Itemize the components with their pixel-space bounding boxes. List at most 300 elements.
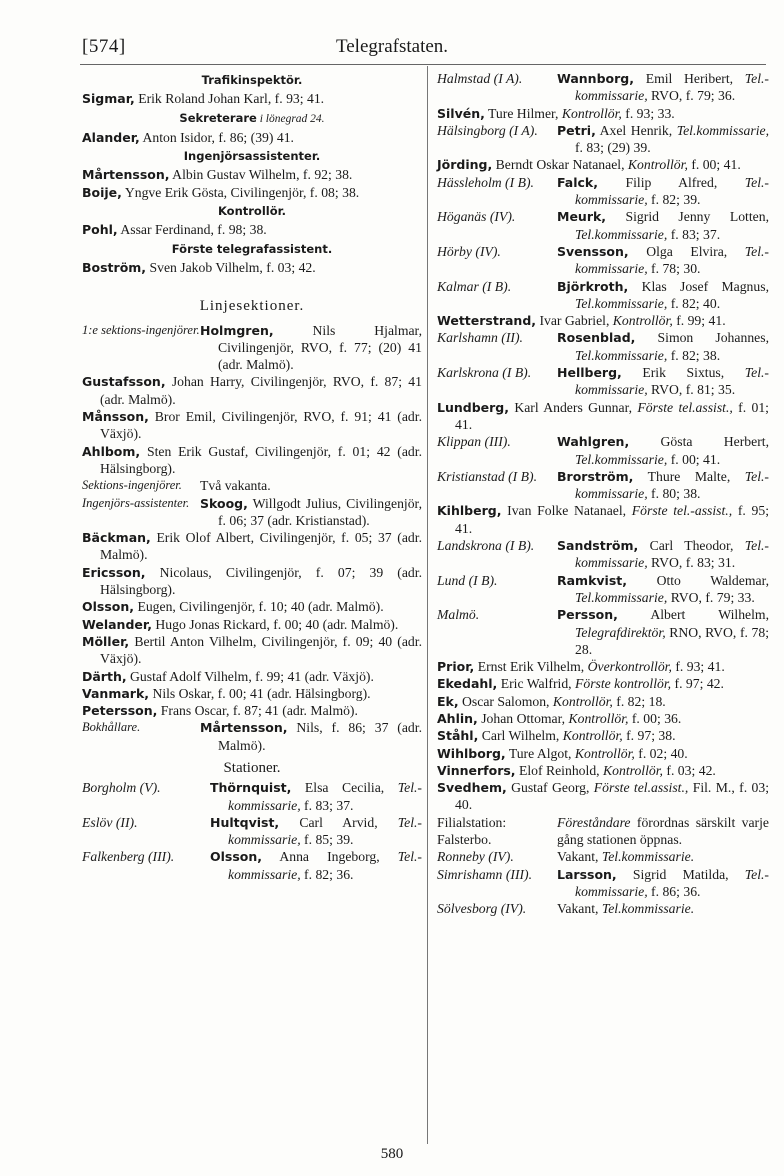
list-item: [437, 122, 769, 157]
entry-text: Emil Heribert,: [633, 71, 745, 86]
entry-rest: f. 82; 18.: [612, 693, 666, 709]
list-item: [437, 105, 769, 122]
entry-body: [557, 70, 769, 105]
entry-rest: f. 83; (29) 39.: [575, 140, 651, 156]
list-item: [437, 329, 769, 364]
location-label: Hälsingborg (I A).: [437, 122, 538, 138]
list-item: [437, 70, 769, 105]
person-name: Möller,: [82, 633, 130, 649]
person-name: Ståhl,: [437, 728, 479, 744]
list-item: [82, 598, 422, 615]
entry-text: Nils Hjalmar, Civilingenjör, RVO, f. 77; (20) 41 (adr. Malmö).: [218, 322, 422, 373]
section-heading: Sekreterare i lönegrad 24.: [179, 110, 325, 125]
entry-text: Carl Arvid,: [279, 814, 398, 830]
location-label: Karlshamn (II).: [437, 330, 523, 346]
entry-title: Tel.kommissarie,: [575, 226, 668, 242]
entry-body: [200, 322, 422, 374]
entry-text: Berndt Oskar Natanael,: [492, 157, 628, 173]
entry-title: Förste tel.assist.,: [593, 780, 689, 796]
list-item: [82, 529, 422, 564]
list-item: [82, 685, 422, 702]
entry-rest: f. 93; 41.: [671, 659, 725, 675]
entry-body: [557, 848, 769, 865]
person-name: Boström,: [82, 259, 147, 275]
person-name: Sigmar,: [82, 91, 135, 107]
list-item: [82, 616, 422, 633]
entry-title: Tel.-kommissarie,: [575, 174, 769, 208]
entry-rest: f. 82; 40.: [667, 295, 721, 311]
entry-text: Elof Reinhold,: [515, 762, 604, 778]
entry-rest: f. 03; 42.: [662, 762, 716, 778]
person-name: Ramkvist,: [557, 572, 627, 588]
entry-text: Vakant,: [557, 849, 602, 865]
entry-body: [200, 719, 422, 754]
list-item: [82, 495, 422, 530]
list-item: [437, 693, 769, 710]
list-item: [437, 762, 769, 779]
entry-text: Filip Alfred,: [598, 174, 745, 190]
entry-body: [557, 208, 769, 243]
entry-title: Tel.-kommissarie,: [228, 814, 422, 848]
entry-rest: f. 02; 40.: [634, 745, 688, 761]
location-label: Hörby (IV).: [437, 243, 501, 259]
entry-body: [82, 408, 422, 443]
entry-body: [557, 468, 769, 503]
entry-text: Carl Theodor,: [638, 538, 745, 554]
entry-title: Tel.-kommissarie,: [575, 243, 769, 277]
list-item: [437, 468, 769, 503]
person-name: Månsson,: [82, 409, 149, 425]
list-item: [82, 129, 422, 146]
person-name: Björkroth,: [557, 278, 629, 294]
entry-title: Kontrollör,: [612, 313, 673, 329]
entry-body: [82, 598, 422, 615]
entry-text: Karl Anders Gunnar,: [509, 399, 638, 415]
section-label: Sektions-ingenjörer.: [82, 478, 182, 493]
person-name: Sandström,: [557, 538, 639, 554]
entry-title: Telegrafdirektör,: [575, 624, 666, 640]
person-name: Holmgren,: [200, 322, 274, 338]
entry-text: Erik Roland Johan Karl, f. 93; 41.: [134, 91, 325, 107]
entry-text: Yngve Erik Gösta, Civilingenjör, f. 08; 38.: [121, 184, 360, 200]
person-name: Svensson,: [557, 243, 629, 259]
list-item: [437, 502, 769, 537]
entry-body: [82, 668, 422, 685]
column-divider: [427, 66, 428, 1144]
entry-title: Kontrollör,: [561, 105, 622, 121]
list-item: [437, 572, 769, 607]
entry-body: [557, 572, 769, 607]
list-item: [82, 322, 422, 374]
person-name: Alander,: [82, 129, 140, 145]
entry-text: Axel Henrik,: [595, 122, 677, 138]
entry-title: Tel.-kommissarie,: [575, 468, 769, 502]
entry-rest: f. 93; 33.: [621, 105, 675, 121]
entry-body: [557, 866, 769, 901]
entry-rest: f. 83; 37.: [667, 226, 721, 242]
person-name: Vinnerfors,: [437, 762, 516, 778]
entry-title: Kontrollör,: [627, 157, 688, 173]
person-name: Skoog,: [200, 495, 248, 511]
location-label: Lund (I B).: [437, 572, 498, 588]
entry-text: Eric Walfrid,: [497, 676, 576, 692]
entry-rest: f. 82; 38.: [667, 347, 721, 363]
entry-body: [557, 537, 769, 572]
entry-title: Tel.kommissarie,: [575, 295, 668, 311]
entry-title: Tel.-kommissarie,: [575, 866, 769, 899]
entry-rest: f. 82; 39.: [647, 192, 701, 208]
entry-title: Tel.kommissarie,: [575, 451, 668, 467]
entry-text: Simon Johannes,: [635, 330, 769, 346]
list-item: [437, 243, 769, 278]
person-name: Olsson,: [82, 599, 135, 615]
entry-body: [437, 105, 769, 122]
entry-text: Klas Josef Magnus,: [628, 278, 769, 294]
entry-body: [437, 502, 769, 537]
entry-body: [82, 529, 422, 564]
entry-body: [437, 745, 769, 762]
entry-text: Johan Ottomar,: [477, 710, 569, 726]
entry-text: Albert Wilhelm,: [617, 607, 769, 623]
entry-title: Kontrollör,: [574, 745, 635, 761]
person-name: Ekedahl,: [437, 676, 498, 692]
entry-body: [437, 312, 769, 329]
person-name: Wihlborg,: [437, 745, 506, 761]
entry-text: Willgodt Julius, Civilingenjör, f. 06; 37 (adr. Kristianstad).: [218, 495, 422, 528]
list-item: [82, 166, 422, 183]
entry-body: [557, 278, 769, 313]
entry-text: Ivan Folke Natanael,: [501, 503, 632, 519]
entry-text: Elsa Cecilia,: [291, 780, 398, 796]
entry-text: Två vakanta.: [200, 478, 271, 494]
person-name: Wetterstrand,: [437, 313, 537, 329]
entry-text: Sigrid Jenny Lotten,: [606, 209, 769, 225]
entry-text: Ernst Erik Vilhelm,: [474, 659, 588, 675]
entry-title: Tel.-kommissarie,: [228, 780, 422, 813]
location-label: Klippan (III).: [437, 434, 511, 450]
entry-text: Eugen, Civilingenjör, f. 10; 40 (adr. Malmö).: [134, 599, 384, 615]
list-item: [437, 866, 769, 901]
entry-rest: f. 95; 41.: [455, 503, 769, 536]
person-name: Thörnquist,: [210, 780, 292, 796]
entry-title: Förste kontrollör,: [575, 676, 672, 692]
person-name: Jörding,: [437, 157, 493, 173]
person-name: Ek,: [437, 693, 459, 709]
entry-text: Carl Wilhelm,: [478, 728, 563, 744]
entry-body: [437, 658, 769, 675]
section-heading: Ingenjörsassistenter.: [183, 149, 321, 164]
list-item: [82, 259, 422, 276]
entry-body: [557, 364, 769, 399]
list-item: [437, 848, 769, 865]
list-item: [437, 606, 769, 658]
person-name: Kihlberg,: [437, 503, 502, 519]
list-item: [82, 779, 422, 814]
entry-rest: f. 97; 42.: [671, 676, 724, 692]
entry-text: Ivar Gabriel,: [536, 313, 613, 329]
location-label: Falkenberg (III).: [82, 849, 175, 865]
entry-text: Vakant,: [557, 901, 602, 917]
person-name: Bäckman,: [82, 530, 151, 546]
entry-title: Överkontrollör,: [587, 659, 672, 675]
section-heading: Kontrollör.: [217, 204, 287, 219]
filial-station: Filialstation: Falsterbo. Föreståndare förordnas särskilt varje gång stationen öppnas.: [437, 814, 769, 848]
entry-body: [437, 710, 769, 727]
list-item: [82, 221, 422, 238]
list-item: [82, 814, 422, 849]
entry-text: Nicolaus, Civilingenjör, f. 07; 39 (adr. Hälsingborg).: [100, 564, 422, 598]
list-item: [437, 779, 769, 814]
entry-body: [557, 433, 769, 468]
entry-body: [210, 848, 422, 883]
entry-text: Erik Olof Albert, Civilingenjör, f. 05; 37 (adr. Malmö).: [100, 530, 422, 563]
entry-title: Tel.kommissarie,: [575, 347, 668, 363]
entry-title: Tel.kommissarie,: [575, 589, 668, 605]
entry-title: Tel.-kommissarie,: [575, 538, 769, 571]
list-item: [82, 477, 422, 494]
entry-text: Otto Waldemar,: [627, 572, 769, 588]
entry-rest: f. 80; 38.: [647, 486, 701, 502]
entry-rest: f. 00; 41.: [687, 157, 741, 173]
entry-body: [82, 616, 422, 633]
person-name: Ahlin,: [437, 710, 478, 726]
location-label: Höganäs (IV).: [437, 209, 516, 225]
entry-body: [557, 174, 769, 209]
entry-title: Kontrollör,: [568, 710, 629, 726]
person-name: Silvén,: [437, 105, 485, 121]
entry-rest: RVO, f. 83; 31.: [647, 555, 736, 571]
person-name: Wannborg,: [557, 71, 634, 86]
person-name: Welander,: [82, 616, 152, 632]
list-item: [82, 373, 422, 408]
entry-text: Gösta Herbert,: [629, 434, 769, 450]
entry-text: Thure Malte,: [633, 468, 745, 484]
location-label: Kristianstad (I B).: [437, 468, 537, 484]
entry-text: Sven Jakob Vilhelm, f. 03; 42.: [146, 259, 316, 275]
entry-rest: f. 00; 41.: [667, 451, 721, 467]
entry-rest: f. 78; 30.: [647, 261, 701, 277]
list-item: [437, 208, 769, 243]
entry-text: Oscar Salomon,: [458, 693, 553, 709]
entry-body: [557, 329, 769, 364]
list-item: [437, 278, 769, 313]
person-name: Därth,: [82, 668, 127, 684]
list-item: [437, 174, 769, 209]
person-name: Petersson,: [82, 703, 158, 719]
entry-text: Nils Oskar, f. 00; 41 (adr. Hälsingborg).: [149, 685, 371, 701]
entry-body: [437, 762, 769, 779]
entry-body: [557, 122, 769, 157]
list-item: [437, 710, 769, 727]
entry-rest: Fil. M., f. 03; 40.: [455, 780, 770, 813]
person-name: Ahlbom,: [82, 443, 141, 459]
entry-rest: f. 99; 41.: [672, 313, 726, 329]
entry-text: Ture Algot,: [505, 745, 575, 761]
location-label: Halmstad (I A).: [437, 71, 523, 86]
person-name: Svedhem,: [437, 780, 507, 796]
section-heading: Stationer.: [223, 759, 281, 776]
entry-text: Albin Gustav Wilhelm, f. 92; 38.: [169, 167, 353, 183]
entry-rest: f. 83; 37.: [300, 797, 354, 813]
location-label: Eslöv (II).: [82, 814, 138, 830]
section-heading: Förste telegrafassistent.: [171, 241, 333, 256]
entry-title: Kontrollör,: [603, 762, 663, 778]
entry-text: Gustaf Adolf Vilhelm, f. 99; 41 (adr. Växjö).: [126, 668, 374, 684]
entry-body: [82, 564, 422, 599]
person-name: Wahlgren,: [557, 434, 630, 450]
entry-text: Assar Ferdinand, f. 98; 38.: [117, 222, 267, 238]
section-heading: Linjesektioner.: [199, 298, 305, 315]
list-item: [437, 156, 769, 173]
page-reference: [574]: [82, 36, 126, 57]
entry-text: Hugo Jonas Rickard, f. 00; 40 (adr. Malmö).: [151, 616, 399, 632]
list-item: [82, 408, 422, 443]
location-label: Malmö.: [437, 607, 480, 623]
right-column: [437, 70, 769, 918]
entry-body: [210, 779, 422, 814]
entry-body: [200, 477, 422, 494]
person-name: Gustafsson,: [82, 374, 166, 390]
entry-title: Tel.-kommissarie,: [575, 71, 769, 104]
list-item: [437, 675, 769, 692]
entry-body: [437, 675, 769, 692]
person-name: Mårtensson,: [200, 720, 288, 736]
list-item: [82, 668, 422, 685]
list-item: [82, 90, 422, 107]
entry-text: Bertil Anton Vilhelm, Civilingenjör, f. 09; 40 (adr. Växjö).: [100, 633, 422, 667]
entry-title: Tel.-kommissarie,: [228, 849, 422, 882]
location-label: Sölvesborg (IV).: [437, 901, 527, 917]
entry-rest: f. 82; 36.: [300, 866, 354, 882]
section-label: Ingenjörs-assistenter.: [82, 495, 190, 510]
person-name: Mårtensson,: [82, 167, 170, 183]
entry-body: [557, 606, 769, 658]
list-item: [437, 745, 769, 762]
person-name: Pohl,: [82, 222, 118, 238]
location-label: Landskrona (I B).: [437, 538, 535, 554]
entry-rest: RVO, f. 81; 35.: [647, 382, 736, 398]
entry-text: Sten Erik Gustaf, Civilingenjör, f. 01; 42 (adr. Hälsingborg).: [100, 443, 422, 476]
location-label: Ronneby (IV).: [437, 849, 514, 865]
entry-rest: RVO, f. 79; 33.: [667, 589, 755, 605]
entry-text: Bror Emil, Civilingenjör, RVO, f. 91; 41 (adr. Växjö).: [100, 409, 422, 442]
entry-title: Tel.kommissarie,: [676, 122, 769, 138]
entry-title: Tel.-kommissarie,: [575, 365, 769, 398]
location-label: Borgholm (V).: [82, 780, 161, 796]
entry-rest: f. 85; 39.: [300, 832, 354, 848]
person-name: Meurk,: [557, 209, 607, 225]
location-label: Kalmar (I B).: [437, 278, 512, 294]
person-name: Prior,: [437, 659, 475, 675]
entry-title: Kontrollör,: [552, 693, 613, 709]
entry-rest: f. 97; 38.: [622, 728, 676, 744]
header-rule: [80, 64, 766, 65]
entry-body: [82, 373, 422, 408]
list-item: [437, 727, 769, 744]
entry-text: Anton Isidor, f. 86; (39) 41.: [139, 129, 294, 145]
list-item: [437, 364, 769, 399]
entry-rest: RVO, f. 79; 36.: [647, 88, 736, 104]
page-title: Telegrafstaten.: [335, 36, 449, 57]
entry-body: [210, 814, 422, 849]
section-label: 1:e sektions-ingenjörer.: [82, 322, 200, 337]
entry-rest: RNO, RVO, f. 78; 28.: [575, 624, 769, 657]
location-label: Hässleholm (I B).: [437, 174, 534, 190]
entry-text: Sigrid Matilda,: [616, 866, 745, 882]
person-name: Larsson,: [557, 866, 617, 882]
person-name: Boije,: [82, 184, 122, 200]
entry-body: [437, 779, 769, 814]
list-item: [437, 312, 769, 329]
person-name: Vanmark,: [82, 685, 150, 701]
entry-body: [82, 685, 422, 702]
entry-text: Johan Harry, Civilingenjör, RVO, f. 87; 41 (adr. Malmö).: [100, 374, 422, 407]
list-item: [82, 564, 422, 599]
person-name: Falck,: [557, 174, 598, 190]
entry-text: Erik Sixtus,: [621, 365, 745, 381]
entry-text: Anna Ingeborg,: [262, 849, 398, 865]
page-number: 580: [380, 1146, 404, 1162]
person-name: Olsson,: [210, 849, 263, 865]
section-heading: Trafikinspektör.: [201, 73, 303, 87]
list-item: [437, 433, 769, 468]
entry-text: Olga Elvira,: [628, 243, 745, 259]
list-item: [437, 658, 769, 675]
entry-text: Ture Hilmer,: [484, 105, 562, 121]
list-item: [437, 537, 769, 572]
person-name: Petri,: [557, 122, 596, 138]
list-item: [82, 633, 422, 668]
entry-body: [437, 156, 769, 173]
entry-title: Förste tel.assist.,: [637, 399, 733, 415]
list-item: [82, 443, 422, 478]
list-item: [82, 184, 422, 201]
person-name: Ericsson,: [82, 564, 146, 580]
entry-title: Tel.kommissarie.: [601, 901, 695, 917]
person-name: Lundberg,: [437, 399, 509, 415]
section-label: Bokhållare.: [82, 720, 141, 735]
person-name: Hultqvist,: [210, 814, 280, 830]
entry-body: [200, 495, 422, 530]
entry-rest: f. 86; 36.: [647, 883, 701, 899]
list-item: [82, 848, 422, 883]
entry-body: [437, 399, 769, 434]
left-column: [82, 70, 422, 883]
location-label: Simrishamn (III).: [437, 866, 533, 882]
person-name: Hellberg,: [557, 365, 622, 381]
location-label: Karlskrona (I B).: [437, 365, 532, 381]
list-item: [82, 702, 422, 719]
entry-title: Tel.kommissarie.: [601, 849, 695, 865]
person-name: Persson,: [557, 607, 618, 623]
entry-rest: f. 01; 41.: [455, 399, 769, 432]
entry-body: [82, 702, 422, 719]
entry-text: Frans Oscar, f. 87; 41 (adr. Malmö).: [157, 703, 358, 719]
list-item: [437, 399, 769, 434]
person-name: Brorström,: [557, 468, 634, 484]
entry-rest: f. 00; 36.: [628, 710, 682, 726]
entry-text: Nils, f. 86; 37 (adr. Malmö).: [218, 720, 422, 753]
entry-body: [557, 243, 769, 278]
entry-body: [82, 443, 422, 478]
entry-title: Förste tel.-assist.,: [631, 503, 733, 519]
person-name: Rosenblad,: [557, 330, 636, 346]
list-item: [437, 900, 769, 917]
entry-body: [437, 727, 769, 744]
entry-text: Gustaf Georg,: [506, 780, 594, 796]
entry-body: [82, 633, 422, 668]
entry-title: Kontrollör,: [562, 728, 623, 744]
